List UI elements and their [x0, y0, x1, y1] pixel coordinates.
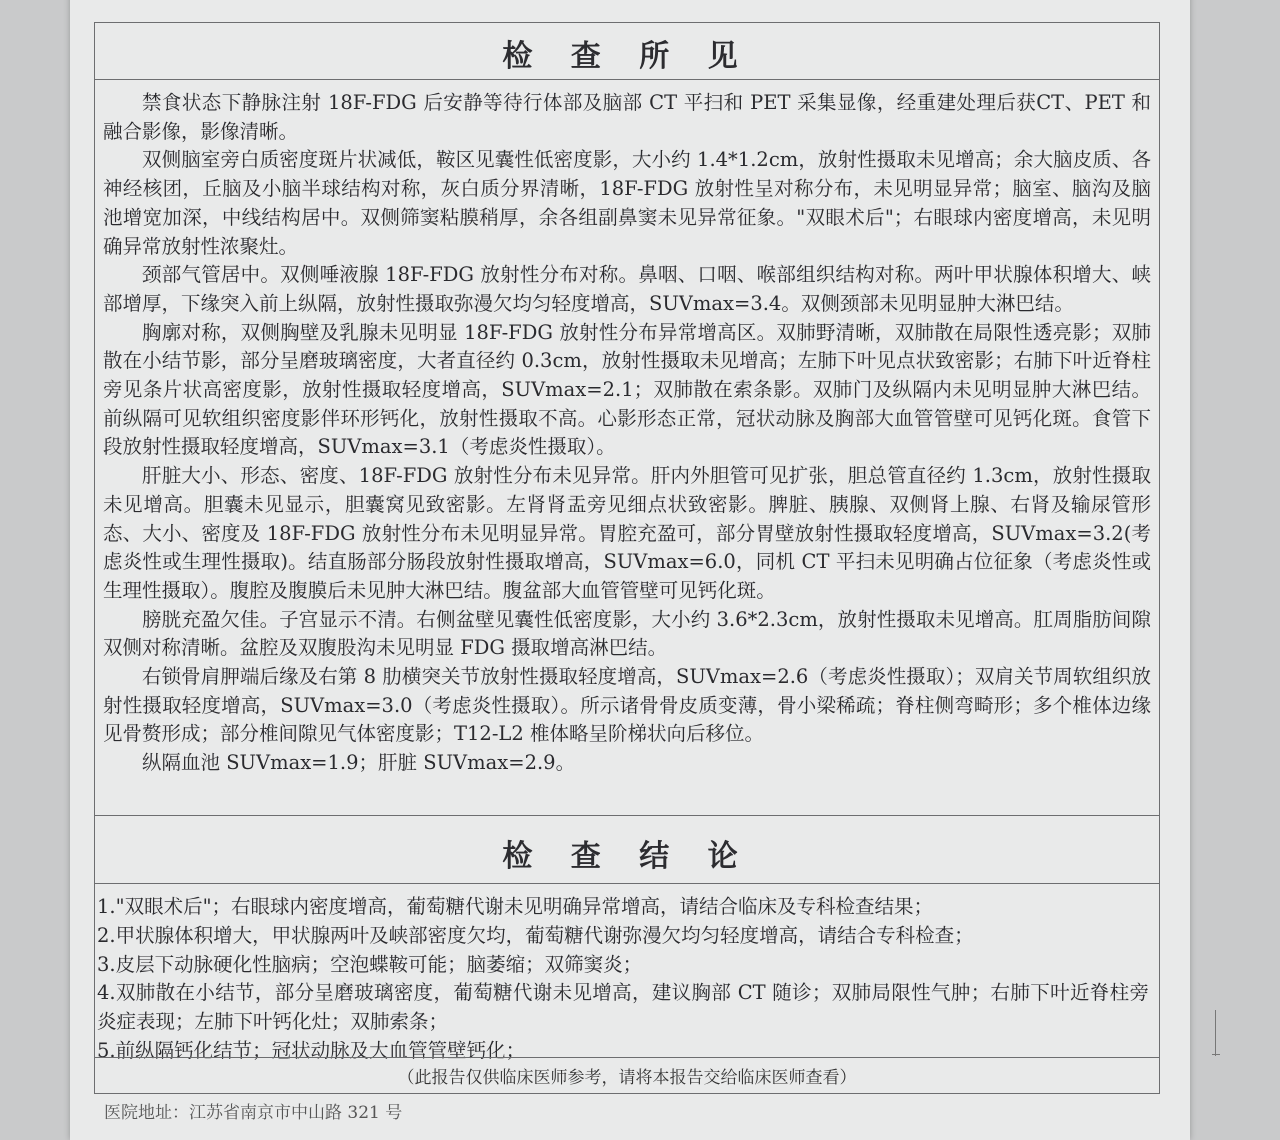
- findings-paragraph: 膀胱充盈欠佳。子宫显示不清。右侧盆壁见囊性低密度影，大小约 3.6*2.3cm，放射性摄取未见增高。肛周脂肪间隙双侧对称清晰。盆腔及双腹股沟未见明显 FDG 摄取增高淋巴结。: [103, 607, 1151, 660]
- findings-body: [103, 89, 1151, 778]
- conclusions-divider: [95, 883, 1159, 884]
- disclaimer-text: （此报告仅供临床医师参考，请将本报告交给临床医师查看）: [397, 1068, 857, 1088]
- findings-title: 检 查 所 见: [502, 39, 752, 74]
- report-frame: [94, 22, 1160, 1094]
- disclaimer-divider: [95, 1057, 1159, 1058]
- findings-divider: [95, 79, 1159, 80]
- conclusions-top-divider: [95, 815, 1159, 816]
- findings-paragraph: 禁食状态下静脉注射 18F-FDG 后安静等待行体部及脑部 CT 平扫和 PET 采集显像，经重建处理后获CT、PET 和融合影像，影像清晰。: [103, 91, 1151, 143]
- findings-paragraph: 胸廓对称，双侧胸壁及乳腺未见明显 18F-FDG 放射性分布异常增高区。双肺野清晰，双肺散在局限性透亮影；双肺散在小结节影，部分呈磨玻璃密度，大者直径约 0.3cm，放射性摄取未见增高；左肺下叶见点状致密影；右肺下叶近脊柱旁见条片状高密度影，放射性摄取轻度增高，SUVmax=2.1；双肺散在索条影。双肺门及纵隔内未见明显肿大淋巴结。前纵隔可见软组织密度影伴环形钙化，放射性摄取不高。心影形态正常，冠状动脉及胸部大血管管壁可见钙化斑。食管下段放射性摄取轻度增高，SUVmax=3.1（考虑炎性摄取）。: [103, 320, 1151, 459]
- page-edge-mark: [1215, 1010, 1216, 1056]
- hospital-address: 医院地址：江苏省南京市中山路 321 号: [104, 1103, 403, 1123]
- findings-paragraph: 肝脏大小、形态、密度、18F-FDG 放射性分布未见异常。肝内外胆管可见扩张，胆总管直径约 1.3cm，放射性摄取未见增高。胆囊未见显示，胆囊窝见致密影。左肾肾盂旁见细点状致密影。脾脏、胰腺、双侧肾上腺、右肾及输尿管形态、大小、密度及 18F-FDG 放射性分布未见明显异常。胃腔充盈可，部分胃壁放射性摄取轻度增高，SUVmax=3.2(考虑炎性或生理性摄取)。结直肠部分肠段放射性摄取增高，SUVmax=6.0，同机 CT 平扫未见明确占位征象（考虑炎性或生理性摄取）。腹腔及腹膜后未见肿大淋巴结。腹盆部大血管管壁可见钙化斑。: [103, 464, 1151, 602]
- page-edge-tick: [1212, 1054, 1220, 1055]
- conclusion-item: 1."双眼术后"；右眼球内密度增高，葡萄糖代谢未见明确异常增高，请结合临床及专科检查结果；: [97, 895, 934, 918]
- conclusion-item: 4.双肺散在小结节，部分呈磨玻璃密度，葡萄糖代谢未见增高，建议胸部 CT 随诊；双肺局限性气肿；右肺下叶近脊柱旁炎症表现；左肺下叶钙化灶；双肺索条；: [97, 981, 1149, 1034]
- conclusion-item: 3.皮层下动脉硬化性脑病；空泡蝶鞍可能；脑萎缩；双筛窦炎；: [97, 952, 643, 976]
- conclusion-item: 5.前纵隔钙化结节；冠状动脉及大血管管壁钙化；: [97, 1038, 526, 1062]
- findings-paragraph: 颈部气管居中。双侧唾液腺 18F-FDG 放射性分布对称。鼻咽、口咽、喉部组织结构对称。两叶甲状腺体积增大、峡部增厚，下缘突入前上纵隔，放射性摄取弥漫欠均匀轻度增高，SUVmax=3.4。双侧颈部未见明显肿大淋巴结。: [103, 263, 1151, 315]
- conclusions-title: 检 查 结 论: [502, 839, 752, 874]
- conclusion-item: 2.甲状腺体积增大，甲状腺两叶及峡部密度欠均，葡萄糖代谢弥漫欠均匀轻度增高，请结合专科检查；: [97, 923, 974, 947]
- findings-paragraph: 双侧脑室旁白质密度斑片状减低，鞍区见囊性低密度影，大小约 1.4*1.2cm，放射性摄取未见增高；余大脑皮质、各神经核团，丘脑及小脑半球结构对称，灰白质分界清晰，18F-FDG 放射性呈对称分布，未见明显异常；脑室、脑沟及脑池增宽加深，中线结构居中。双侧筛窦粘膜稍厚，余各组副鼻窦未见异常征象。"双眼术后"；右眼球内密度增高，未见明确异常放射性浓聚灶。: [103, 148, 1151, 258]
- findings-paragraph: 纵隔血池 SUVmax=1.9；肝脏 SUVmax=2.9。: [142, 751, 576, 775]
- report-sheet: [70, 0, 1190, 1140]
- conclusions-body: [97, 893, 1149, 1066]
- findings-paragraph: 右锁骨肩胛端后缘及右第 8 肋横突关节放射性摄取轻度增高，SUVmax=2.6（考虑炎性摄取）；双肩关节周软组织放射性摄取轻度增高，SUVmax=3.0（考虑炎性摄取）。所示诸骨骨皮质变薄，骨小梁稀疏；脊柱侧弯畸形；多个椎体边缘见骨赘形成；部分椎间隙见气体密度影；T12-L2 椎体略呈阶梯状向后移位。: [103, 665, 1151, 746]
